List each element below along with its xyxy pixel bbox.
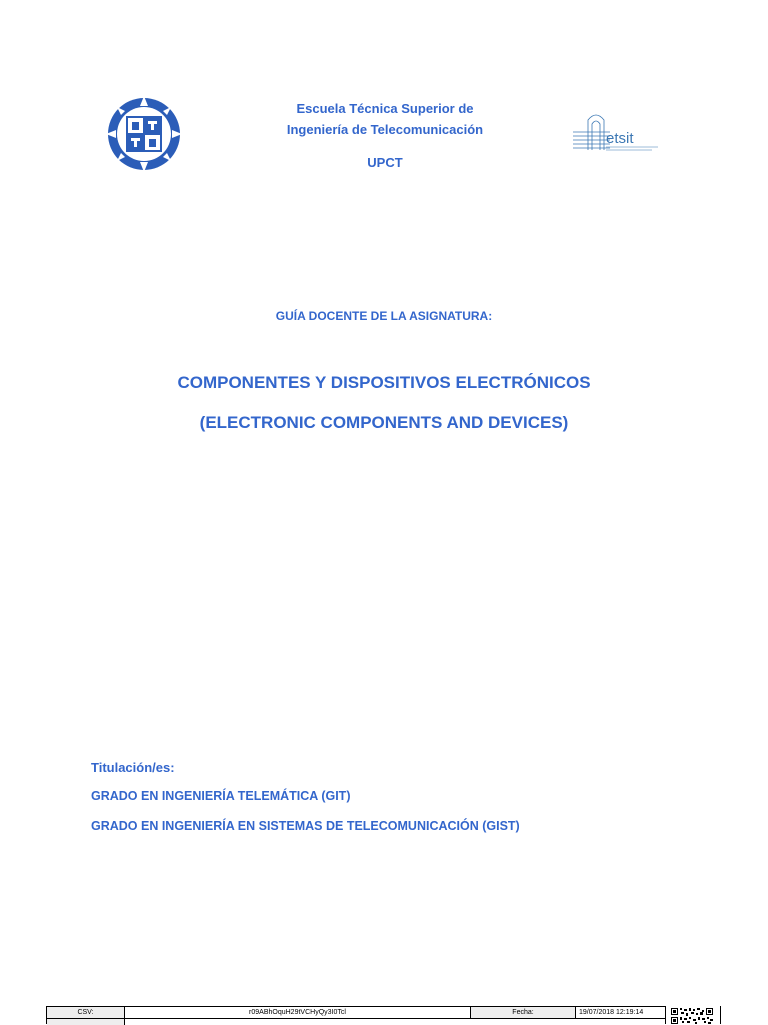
csv-value: r09ABhOquH29tVCHyQy3I0Tcl xyxy=(125,1007,471,1018)
degrees-heading: Titulación/es: xyxy=(91,760,175,775)
footer-row xyxy=(47,1019,665,1025)
subject-title-en: (ELECTRONIC COMPONENTS AND DEVICES) xyxy=(199,413,569,432)
date-value: 19/07/2018 12:19:14 xyxy=(579,1009,644,1016)
degree-item: GRADO EN INGENIERÍA TELEMÁTICA (GIT) xyxy=(91,789,351,803)
footer-divider xyxy=(720,1006,721,1024)
guide-label: GUÍA DOCENTE DE LA ASIGNATURA: xyxy=(275,309,493,323)
degrees-section xyxy=(91,760,520,849)
school-name-line1: Escuela Técnica Superior de xyxy=(296,101,474,116)
school-header xyxy=(220,98,550,173)
school-name-line2: Ingeniería de Telecomunicación xyxy=(286,122,484,137)
svg-text:etsit: etsit xyxy=(606,130,634,147)
upct-emblem-logo xyxy=(106,96,182,172)
subject-title-es: COMPONENTES Y DISPOSITIVOS ELECTRÓNICOS xyxy=(177,373,591,392)
qr-code-icon xyxy=(670,1007,714,1024)
date-label: Fecha: xyxy=(471,1007,576,1018)
university-name: UPCT xyxy=(367,155,403,170)
degree-item: GRADO EN INGENIERÍA EN SISTEMAS DE TELECOMUNICACIÓN (GIST) xyxy=(91,819,520,833)
csv-label: CSV: xyxy=(47,1007,125,1018)
etsit-logo xyxy=(570,110,662,156)
verification-footer xyxy=(46,1006,666,1024)
footer-row xyxy=(47,1007,665,1019)
